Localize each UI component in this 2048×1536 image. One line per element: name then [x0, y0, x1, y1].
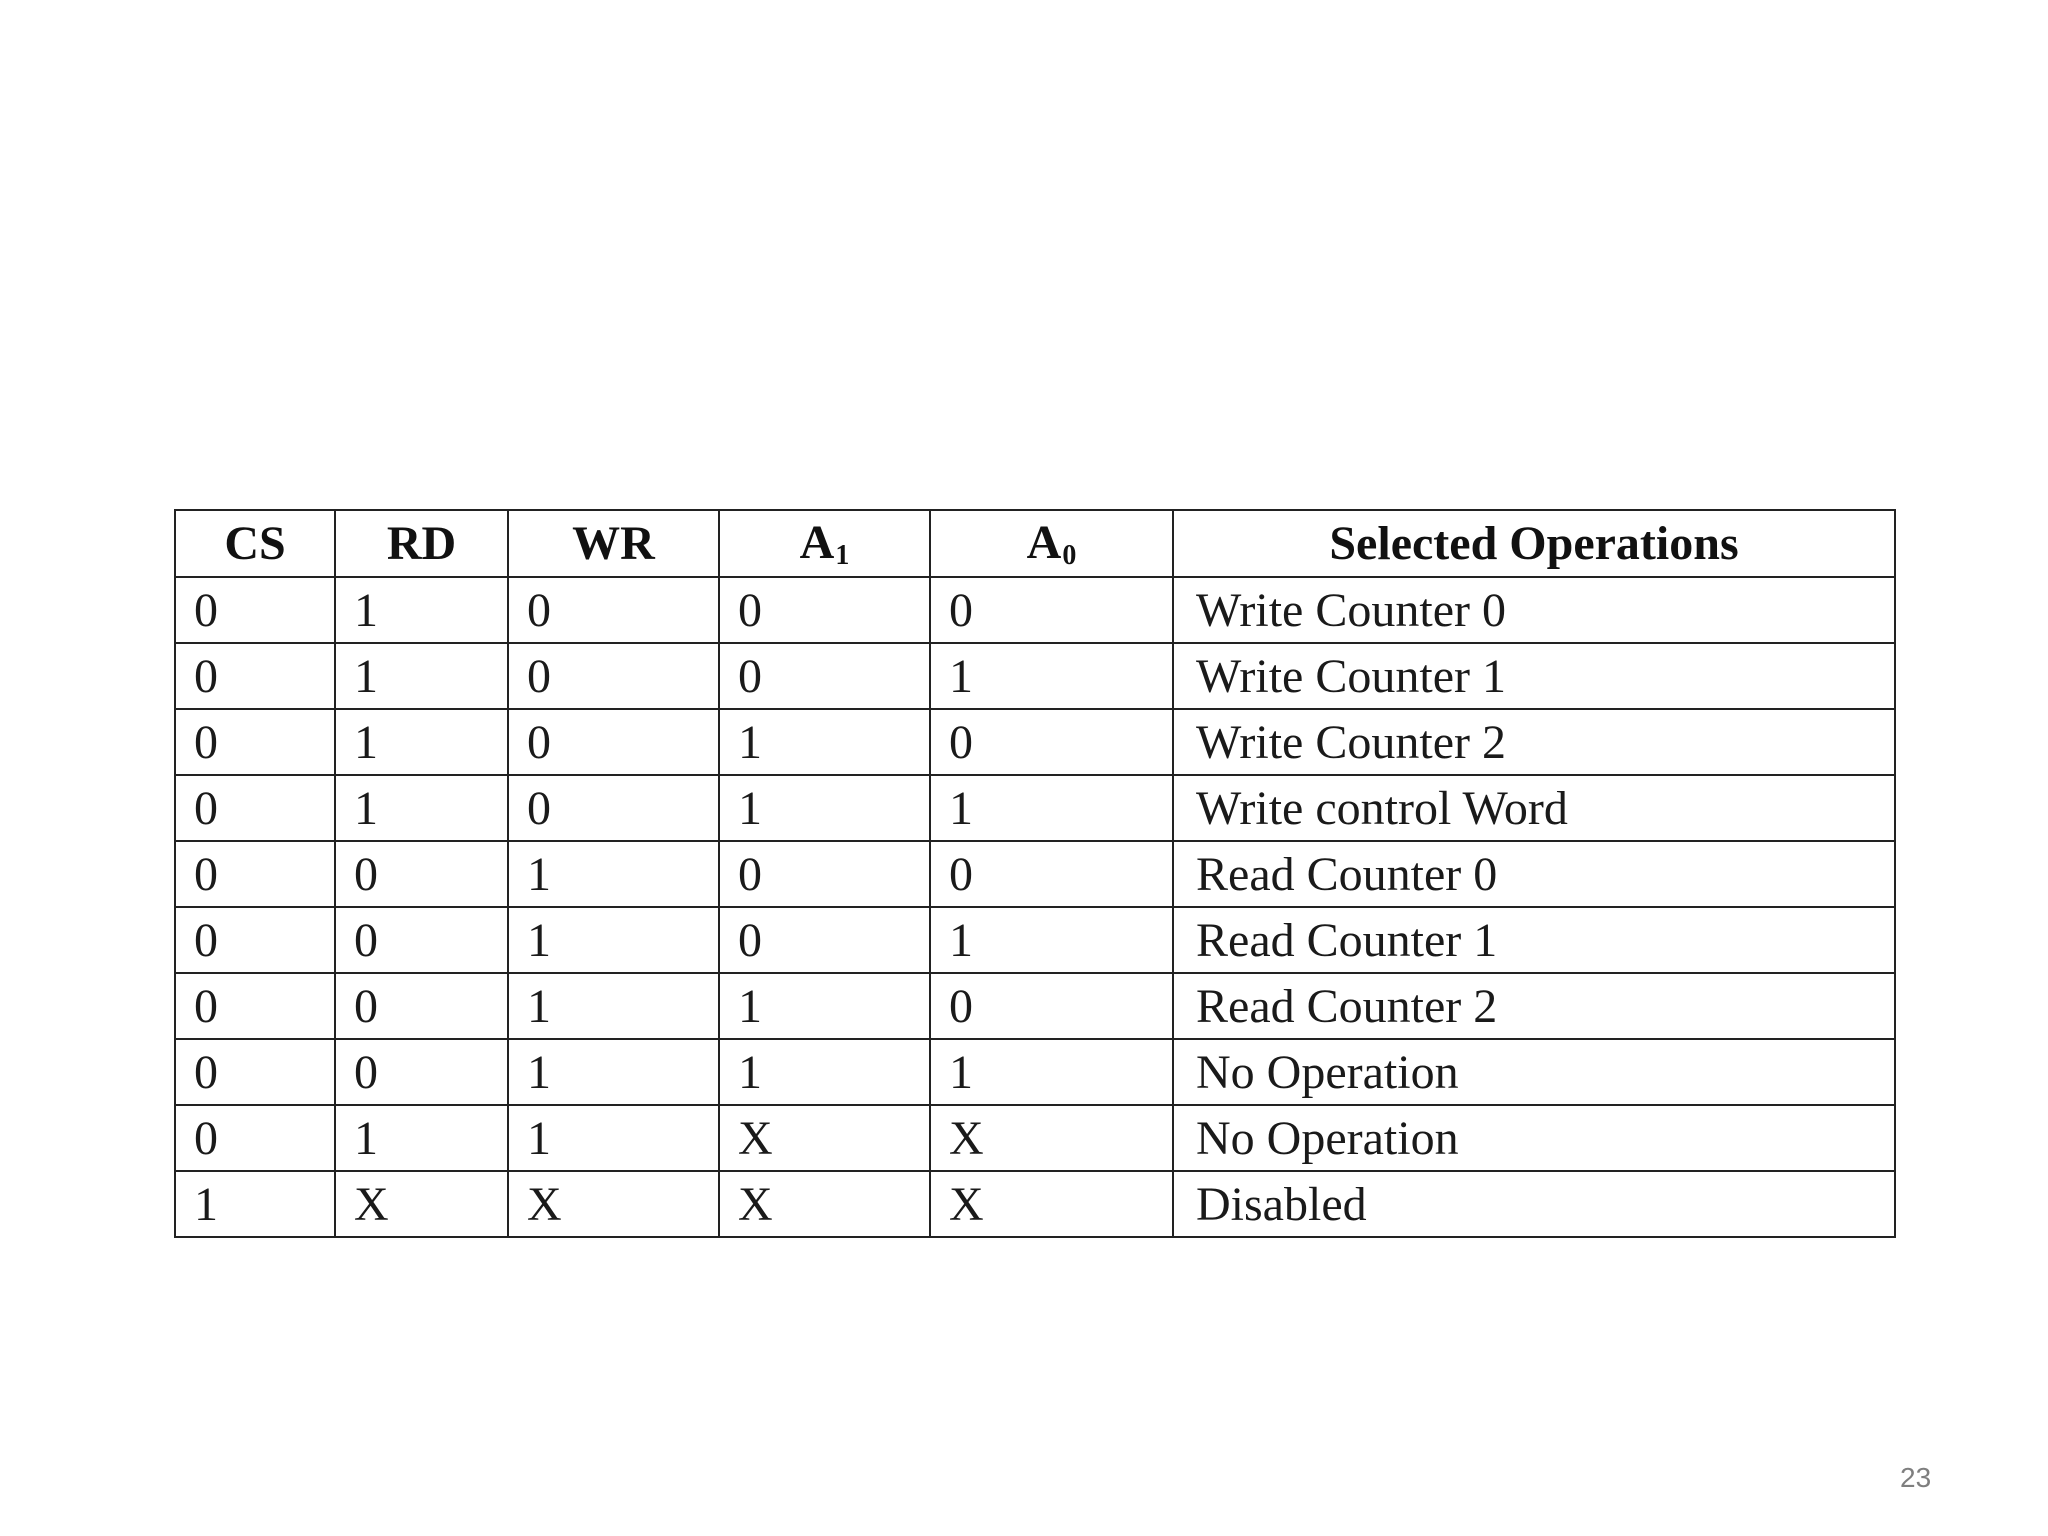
header-a1: $A_1$	[719, 510, 930, 577]
cell-a1: 0	[719, 577, 930, 643]
cell-wr: 0	[508, 577, 719, 643]
cell-operation: Read Counter 0	[1173, 841, 1895, 907]
cell-a1: 1	[719, 709, 930, 775]
cell-operation: No Operation	[1173, 1105, 1895, 1171]
cell-wr: 1	[508, 1105, 719, 1171]
cell-cs: 0	[175, 841, 335, 907]
cell-a1: 1	[719, 775, 930, 841]
cell-a0: X	[930, 1105, 1173, 1171]
cell-rd: 0	[335, 841, 508, 907]
cell-operation: No Operation	[1173, 1039, 1895, 1105]
cell-rd: 0	[335, 1039, 508, 1105]
cell-a0: 0	[930, 709, 1173, 775]
cell-a0: 0	[930, 577, 1173, 643]
header-selected-operations: Selected Operations	[1173, 510, 1895, 577]
table-row	[175, 709, 1895, 775]
cell-cs: 0	[175, 643, 335, 709]
cell-cs: 0	[175, 907, 335, 973]
cell-rd: 0	[335, 907, 508, 973]
cell-cs: 0	[175, 973, 335, 1039]
cell-operation: Read Counter 1	[1173, 907, 1895, 973]
operations-table	[174, 509, 1896, 1238]
table-row	[175, 1171, 1895, 1237]
cell-a1: 0	[719, 643, 930, 709]
cell-rd: 1	[335, 1105, 508, 1171]
cell-wr: 1	[508, 907, 719, 973]
header-cs: CS	[175, 510, 335, 577]
cell-a1: X	[719, 1171, 930, 1237]
cell-operation: Write Counter 2	[1173, 709, 1895, 775]
page-number: 23	[1900, 1462, 1932, 1493]
cell-wr: 1	[508, 841, 719, 907]
table-header-row	[175, 510, 1895, 577]
cell-wr: 1	[508, 1039, 719, 1105]
header-wr: WR	[508, 510, 719, 577]
cell-wr: 0	[508, 643, 719, 709]
cell-operation: Write Counter 1	[1173, 643, 1895, 709]
cell-a1: 0	[719, 907, 930, 973]
cell-rd: X	[335, 1171, 508, 1237]
table-row	[175, 643, 1895, 709]
cell-a1: 1	[719, 973, 930, 1039]
cell-operation: Write control Word	[1173, 775, 1895, 841]
cell-rd: 1	[335, 775, 508, 841]
cell-wr: X	[508, 1171, 719, 1237]
header-a0: $A_0$	[930, 510, 1173, 577]
cell-operation: Write Counter 0	[1173, 577, 1895, 643]
cell-a1: 0	[719, 841, 930, 907]
cell-a0: X	[930, 1171, 1173, 1237]
cell-cs: 1	[175, 1171, 335, 1237]
cell-a0: 1	[930, 907, 1173, 973]
table-row	[175, 1105, 1895, 1171]
cell-a0: 1	[930, 1039, 1173, 1105]
table-row	[175, 1039, 1895, 1105]
cell-wr: 0	[508, 775, 719, 841]
cell-a0: 0	[930, 841, 1173, 907]
table-row	[175, 775, 1895, 841]
cell-a0: 0	[930, 973, 1173, 1039]
cell-wr: 1	[508, 973, 719, 1039]
cell-operation: Read Counter 2	[1173, 973, 1895, 1039]
cell-cs: 0	[175, 1105, 335, 1171]
cell-a0: 1	[930, 775, 1173, 841]
table-row	[175, 577, 1895, 643]
table-row	[175, 907, 1895, 973]
cell-cs: 0	[175, 1039, 335, 1105]
cell-a0: 1	[930, 643, 1173, 709]
table-row	[175, 973, 1895, 1039]
cell-rd: 1	[335, 643, 508, 709]
cell-cs: 0	[175, 775, 335, 841]
cell-rd: 1	[335, 709, 508, 775]
cell-cs: 0	[175, 577, 335, 643]
cell-a1: X	[719, 1105, 930, 1171]
table-row	[175, 841, 1895, 907]
cell-operation: Disabled	[1173, 1171, 1895, 1237]
cell-rd: 0	[335, 973, 508, 1039]
cell-cs: 0	[175, 709, 335, 775]
cell-wr: 0	[508, 709, 719, 775]
cell-rd: 1	[335, 577, 508, 643]
cell-a1: 1	[719, 1039, 930, 1105]
header-rd: RD	[335, 510, 508, 577]
